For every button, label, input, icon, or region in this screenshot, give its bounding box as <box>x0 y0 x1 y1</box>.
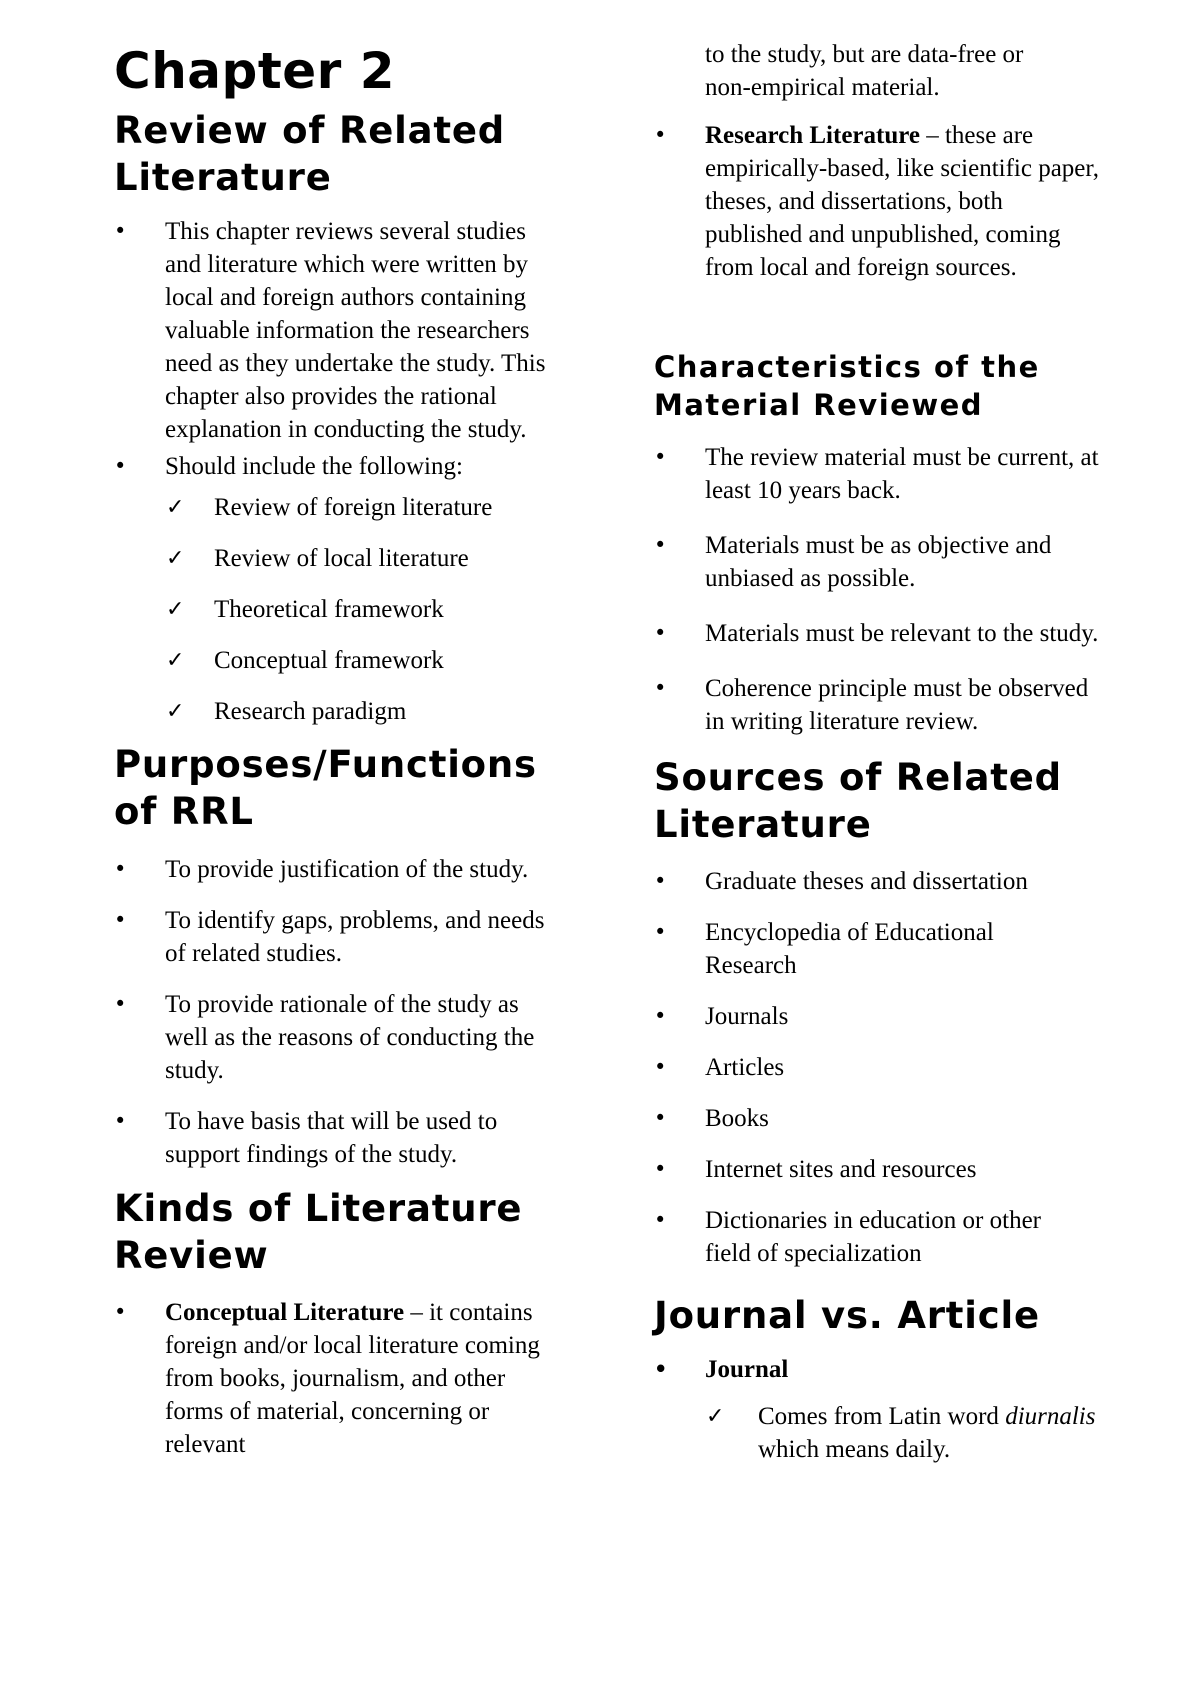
include-checklist <box>114 488 560 731</box>
characteristics-list <box>654 441 1104 738</box>
list-item: • Books <box>654 1102 1104 1135</box>
check-item: ✓ Research paradigm <box>114 692 560 731</box>
list-item: • Encyclopedia of Educational Research <box>654 916 1045 982</box>
left-column <box>114 0 560 1461</box>
check-item <box>654 1400 1104 1466</box>
list-item: • Dictionaries in education or other field of specialization <box>654 1204 1045 1270</box>
list-item: • To have basis that will be used to support findings of the study. <box>114 1105 560 1171</box>
check-item: ✓ Review of foreign literature <box>114 488 560 527</box>
kinds-list <box>114 1296 560 1461</box>
sources-heading: Sources of Related Literature <box>654 756 1062 846</box>
research-term: Research Literature <box>705 122 920 149</box>
journal-checklist <box>654 1400 1104 1466</box>
list-item: • Materials must be as objective and unbiased as possible. <box>654 529 1104 595</box>
check-item: ✓ Review of local literature <box>114 539 560 578</box>
purposes-heading: Purposes/Functions of RRL <box>114 743 537 833</box>
list-item: • The review material must be current, at least 10 years back. <box>654 441 1104 507</box>
rrl-list <box>114 215 560 483</box>
list-item: • Articles <box>654 1051 1104 1084</box>
list-item: • Materials must be relevant to the study. <box>654 617 1104 650</box>
check-item: ✓ Theoretical framework <box>114 590 560 629</box>
list-item: • Graduate theses and dissertation <box>654 865 1104 898</box>
kinds-heading: Kinds of Literature Review <box>114 1187 523 1277</box>
journal-vs-article-heading: Journal vs. Article <box>654 1294 1040 1337</box>
list-item: • To provide justification of the study. <box>114 853 560 886</box>
right-column <box>654 0 1104 1466</box>
purposes-list <box>114 853 560 1171</box>
journal-list <box>654 1353 1104 1386</box>
rrl-heading: Review of Related Literature <box>114 109 506 199</box>
list-item: • Coherence principle must be observed in writing literature review. <box>654 672 1104 738</box>
characteristics-heading: Characteristics of the Material Reviewed <box>654 350 1040 422</box>
sources-list <box>654 865 1104 1270</box>
list-item-research <box>654 119 1104 284</box>
conceptual-term: Conceptual Literature <box>165 1299 405 1326</box>
list-item: • This chapter reviews several studies and literature which were written by local and foreign authors containing valuable information the researchers need as they undertake the study. This chapter also provides the rational explanation in conducting the study. <box>114 215 560 446</box>
journal-point-text: Comes from Latin word <box>758 1403 1006 1430</box>
list-item: • Should include the following: <box>114 450 560 483</box>
list-item: • Journals <box>654 1000 1104 1033</box>
journal-point-text-end: which means daily. <box>758 1436 951 1463</box>
list-item: • Internet sites and resources <box>654 1153 1104 1186</box>
list-item-conceptual <box>114 1296 560 1461</box>
list-item-journal: • Journal <box>654 1353 1104 1386</box>
check-item: ✓ Conceptual framework <box>114 641 560 680</box>
diurnalis-word: diurnalis <box>1005 1403 1096 1430</box>
list-item: • To provide rationale of the study as well as the reasons of conducting the study. <box>114 988 560 1087</box>
list-item: • To identify gaps, problems, and needs of related studies. <box>114 904 560 970</box>
conceptual-text: – it contains foreign and/or local literature coming from books, journalism, and other forms of material, concerning or relevant <box>165 1299 540 1458</box>
chapter-title: Chapter 2 <box>114 42 395 100</box>
conceptual-continuation: to the study, but are data-free or non-empirical material. <box>705 41 1024 101</box>
research-text: – these are empirically-based, like scientific paper, theses, and dissertations, both published and unpublished, coming from local and foreign sources. <box>705 122 1099 281</box>
kinds-list-continued <box>654 119 1104 284</box>
